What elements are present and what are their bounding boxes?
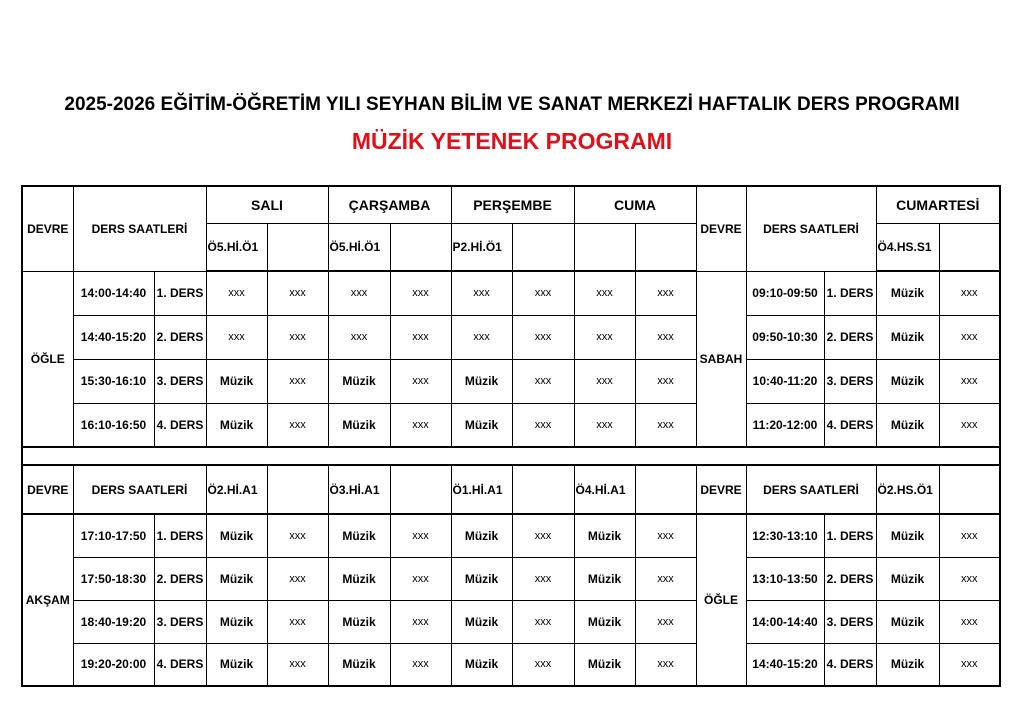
- schedule-cell: xxx: [512, 359, 574, 403]
- schedule-cell: Müzik: [451, 557, 512, 600]
- schedule-cell: Müzik: [328, 403, 390, 447]
- schedule-cell: Müzik: [206, 359, 267, 403]
- schedule-cell: xxx: [390, 557, 451, 600]
- schedule-cell: xxx: [635, 271, 696, 315]
- lesson-cell: 3. DERS: [824, 600, 876, 643]
- devre-header: DEVRE: [22, 465, 73, 514]
- empty-cell: [512, 223, 574, 271]
- schedule-cell: xxx: [635, 403, 696, 447]
- day-header: PERŞEMBE: [451, 186, 574, 223]
- lesson-cell: 1. DERS: [154, 271, 206, 315]
- time-cell: 16:10-16:50: [73, 403, 154, 447]
- schedule-cell: Müzik: [876, 315, 939, 359]
- schedule-cell: xxx: [574, 359, 635, 403]
- schedule-cell: xxx: [390, 359, 451, 403]
- schedule-cell: Müzik: [206, 643, 267, 686]
- ders-saatleri-header: DERS SAATLERİ: [746, 186, 876, 271]
- lesson-cell: 1. DERS: [154, 514, 206, 557]
- schedule-cell: xxx: [390, 643, 451, 686]
- devre-header: DEVRE: [22, 186, 73, 271]
- schedule-cell: xxx: [939, 315, 1000, 359]
- time-cell: 14:40-15:20: [73, 315, 154, 359]
- schedule-cell: xxx: [206, 271, 267, 315]
- class-code: Ö5.Hİ.Ö1: [328, 223, 390, 271]
- class-code: [574, 223, 635, 271]
- schedule-cell: Müzik: [328, 514, 390, 557]
- lesson-cell: 4. DERS: [154, 403, 206, 447]
- period-label: SABAH: [696, 271, 746, 447]
- day-header: ÇARŞAMBA: [328, 186, 451, 223]
- day-header: SALI: [206, 186, 328, 223]
- class-code: Ö1.Hİ.A1: [451, 465, 512, 514]
- schedule-cell: Müzik: [876, 557, 939, 600]
- schedule-cell: xxx: [939, 600, 1000, 643]
- schedule-cell: Müzik: [876, 514, 939, 557]
- lesson-cell: 1. DERS: [824, 271, 876, 315]
- schedule-cell: Müzik: [876, 271, 939, 315]
- lesson-cell: 2. DERS: [154, 315, 206, 359]
- time-cell: 17:10-17:50: [73, 514, 154, 557]
- schedule-cell: xxx: [267, 643, 328, 686]
- schedule-cell: Müzik: [206, 403, 267, 447]
- schedule-cell: Müzik: [574, 557, 635, 600]
- schedule-cell: Müzik: [328, 557, 390, 600]
- schedule-cell: xxx: [574, 315, 635, 359]
- time-cell: 10:40-11:20: [746, 359, 824, 403]
- schedule-cell: Müzik: [876, 403, 939, 447]
- schedule-cell: Müzik: [451, 359, 512, 403]
- schedule-cell: Müzik: [206, 514, 267, 557]
- time-cell: 14:40-15:20: [746, 643, 824, 686]
- schedule-cell: xxx: [635, 359, 696, 403]
- devre-header: DEVRE: [696, 186, 746, 271]
- devre-header: DEVRE: [696, 465, 746, 514]
- schedule-cell: xxx: [635, 600, 696, 643]
- schedule-cell: xxx: [390, 600, 451, 643]
- time-cell: 19:20-20:00: [73, 643, 154, 686]
- page-title: 2025-2026 EĞİTİM-ÖĞRETİM YILI SEYHAN BİLİM VE SANAT MERKEZİ HAFTALIK DERS PROGRAMI: [64, 94, 960, 115]
- class-code: Ö3.Hİ.A1: [328, 465, 390, 514]
- schedule-cell: xxx: [267, 271, 328, 315]
- schedule-table-top: [21, 185, 1001, 448]
- class-code: Ö5.Hİ.Ö1: [206, 223, 267, 271]
- schedule-cell: xxx: [267, 315, 328, 359]
- schedule-cell: xxx: [512, 600, 574, 643]
- lesson-cell: 4. DERS: [824, 403, 876, 447]
- schedule-cell: Müzik: [328, 600, 390, 643]
- schedule-cell: Müzik: [451, 514, 512, 557]
- lesson-cell: 1. DERS: [824, 514, 876, 557]
- schedule-cell: xxx: [939, 359, 1000, 403]
- schedule-cell: xxx: [390, 403, 451, 447]
- class-code: Ö4.HS.S1: [876, 223, 939, 271]
- schedule-cell: Müzik: [876, 359, 939, 403]
- ders-saatleri-header: DERS SAATLERİ: [73, 465, 206, 514]
- schedule-cell: xxx: [635, 315, 696, 359]
- schedule-cell: xxx: [635, 557, 696, 600]
- schedule-cell: xxx: [574, 403, 635, 447]
- empty-cell: [267, 465, 328, 514]
- schedule-cell: xxx: [328, 315, 390, 359]
- schedule-cell: Müzik: [328, 359, 390, 403]
- class-code: Ö2.HS.Ö1: [876, 465, 939, 514]
- empty-cell: [267, 223, 328, 271]
- schedule-cell: xxx: [512, 315, 574, 359]
- schedule-cell: xxx: [939, 403, 1000, 447]
- schedule-cell: xxx: [939, 643, 1000, 686]
- class-code: Ö2.Hİ.A1: [206, 465, 267, 514]
- time-cell: 11:20-12:00: [746, 403, 824, 447]
- schedule-cell: xxx: [512, 271, 574, 315]
- empty-cell: [512, 465, 574, 514]
- empty-cell: [635, 223, 696, 271]
- schedule-cell: Müzik: [574, 643, 635, 686]
- ders-saatleri-header: DERS SAATLERİ: [746, 465, 876, 514]
- schedule-cell: xxx: [206, 315, 267, 359]
- lesson-cell: 4. DERS: [824, 643, 876, 686]
- lesson-cell: 2. DERS: [154, 557, 206, 600]
- time-cell: 09:50-10:30: [746, 315, 824, 359]
- schedule-cell: xxx: [390, 271, 451, 315]
- schedule-cell: xxx: [939, 271, 1000, 315]
- schedule-cell: xxx: [390, 514, 451, 557]
- schedule-cell: Müzik: [876, 600, 939, 643]
- time-cell: 15:30-16:10: [73, 359, 154, 403]
- table-separator-band: [21, 446, 1001, 464]
- time-cell: 14:00-14:40: [746, 600, 824, 643]
- page-subtitle: MÜZİK YETENEK PROGRAMI: [351, 128, 673, 154]
- period-label: AKŞAM: [22, 514, 73, 686]
- schedule-cell: xxx: [267, 600, 328, 643]
- schedule-cell: xxx: [512, 557, 574, 600]
- schedule-cell: Müzik: [206, 557, 267, 600]
- schedule-cell: xxx: [939, 557, 1000, 600]
- empty-cell: [939, 465, 1000, 514]
- schedule-cell: xxx: [328, 271, 390, 315]
- time-cell: 14:00-14:40: [73, 271, 154, 315]
- schedule-cell: xxx: [939, 514, 1000, 557]
- schedule-cell: Müzik: [574, 514, 635, 557]
- day-header: CUMA: [574, 186, 696, 223]
- period-label: ÖĞLE: [22, 271, 73, 447]
- time-cell: 13:10-13:50: [746, 557, 824, 600]
- schedule-cell: Müzik: [206, 600, 267, 643]
- lesson-cell: 2. DERS: [824, 315, 876, 359]
- period-label: ÖĞLE: [696, 514, 746, 686]
- schedule-cell: Müzik: [451, 643, 512, 686]
- time-cell: 12:30-13:10: [746, 514, 824, 557]
- schedule-cell: xxx: [635, 514, 696, 557]
- schedule-cell: xxx: [267, 359, 328, 403]
- schedule-cell: xxx: [635, 643, 696, 686]
- schedule-cell: xxx: [451, 315, 512, 359]
- schedule-cell: xxx: [267, 403, 328, 447]
- empty-cell: [635, 465, 696, 514]
- schedule-cell: xxx: [512, 514, 574, 557]
- time-cell: 09:10-09:50: [746, 271, 824, 315]
- schedule-cell: xxx: [267, 557, 328, 600]
- schedule-cell: xxx: [267, 514, 328, 557]
- schedule-cell: Müzik: [876, 643, 939, 686]
- schedule-cell: Müzik: [451, 600, 512, 643]
- lesson-cell: 3. DERS: [154, 359, 206, 403]
- schedule-cell: Müzik: [328, 643, 390, 686]
- empty-cell: [390, 223, 451, 271]
- schedule-cell: Müzik: [574, 600, 635, 643]
- time-cell: 17:50-18:30: [73, 557, 154, 600]
- day-header: CUMARTESİ: [876, 186, 1000, 223]
- lesson-cell: 3. DERS: [154, 600, 206, 643]
- ders-saatleri-header: DERS SAATLERİ: [73, 186, 206, 271]
- schedule-cell: xxx: [512, 643, 574, 686]
- schedule-table-bottom: [21, 464, 1001, 687]
- lesson-cell: 2. DERS: [824, 557, 876, 600]
- schedule-cell: Müzik: [451, 403, 512, 447]
- schedule-cell: xxx: [451, 271, 512, 315]
- lesson-cell: 3. DERS: [824, 359, 876, 403]
- schedule-cell: xxx: [390, 315, 451, 359]
- class-code: Ö4.Hİ.A1: [574, 465, 635, 514]
- class-code: P2.Hİ.Ö1: [451, 223, 512, 271]
- lesson-cell: 4. DERS: [154, 643, 206, 686]
- time-cell: 18:40-19:20: [73, 600, 154, 643]
- empty-cell: [939, 223, 1000, 271]
- schedule-cell: xxx: [574, 271, 635, 315]
- empty-cell: [390, 465, 451, 514]
- schedule-cell: xxx: [512, 403, 574, 447]
